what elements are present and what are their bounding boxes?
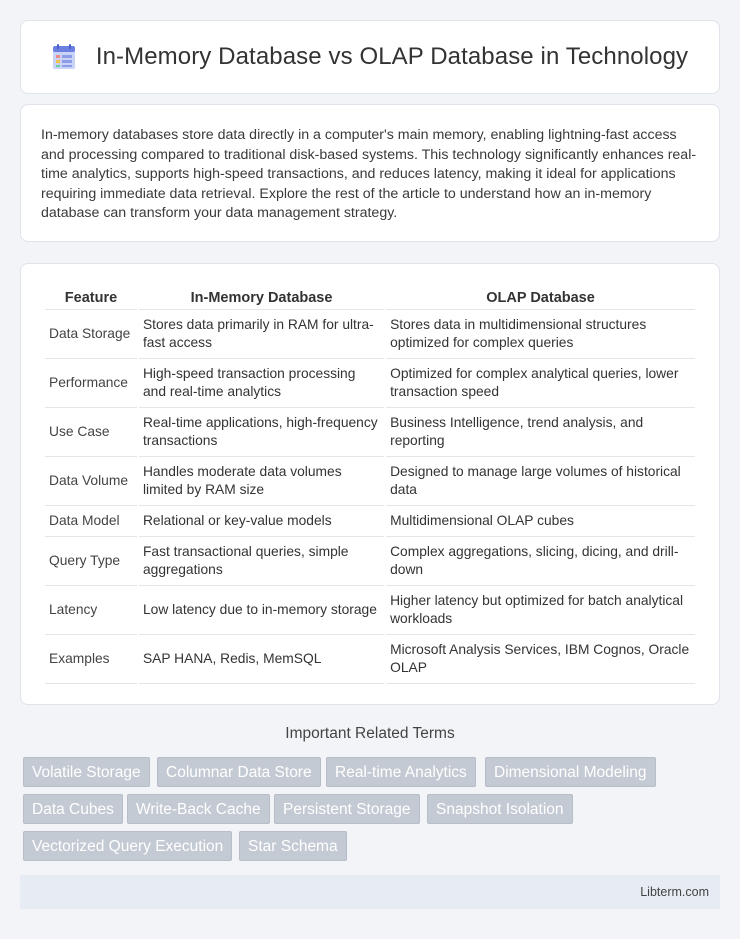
intro-card <box>20 104 720 242</box>
footer-site-link[interactable]: Libterm.com <box>640 885 709 899</box>
table-row <box>45 408 695 457</box>
intro-text: In-memory databases store data directly in a computer's main memory, enabling lightning-fast access and processing compared to traditional disk-based systems. This technology significantly enhances real-time analytics, supports high-speed transactions, and reduces latency, making it ideal for applications requiring immediate data retrieval. Explore the rest of the article to understand how an in-memory database can transform your data management strategy. <box>41 127 697 222</box>
table-header-row <box>45 286 695 310</box>
inmemory-cell: High-speed transaction processing and real-time analytics <box>139 359 384 408</box>
related-term-tag[interactable]: Data Cubes <box>23 794 123 824</box>
document-list-icon <box>52 44 76 70</box>
table-row <box>45 635 695 684</box>
inmemory-cell: Relational or key-value models <box>139 506 384 537</box>
related-term-tag[interactable]: Snapshot Isolation <box>427 794 573 824</box>
related-term-tag[interactable]: Columnar Data Store <box>157 757 321 787</box>
related-term-tag[interactable]: Real-time Analytics <box>326 757 476 787</box>
related-term-tag[interactable]: Vectorized Query Execution <box>23 831 232 861</box>
related-term-tag[interactable]: Dimensional Modeling <box>485 757 656 787</box>
inmemory-cell: SAP HANA, Redis, MemSQL <box>139 635 384 684</box>
olap-cell: Designed to manage large volumes of historical data <box>386 457 695 506</box>
inmemory-cell: Low latency due to in-memory storage <box>139 586 384 635</box>
olap-cell: Business Intelligence, trend analysis, and reporting <box>386 408 695 457</box>
feature-cell: Data Storage <box>45 310 137 359</box>
comparison-table-card <box>20 263 720 705</box>
feature-cell: Performance <box>45 359 137 408</box>
olap-cell: Stores data in multidimensional structures optimized for complex queries <box>386 310 695 359</box>
footer <box>20 875 720 909</box>
inmemory-cell: Fast transactional queries, simple aggregations <box>139 537 384 586</box>
column-header-feature: Feature <box>45 286 137 310</box>
column-header-inmemory: In-Memory Database <box>139 286 384 310</box>
related-terms-title: Important Related Terms <box>285 725 455 742</box>
table-row <box>45 586 695 635</box>
feature-cell: Data Volume <box>45 457 137 506</box>
table-row <box>45 310 695 359</box>
feature-cell: Use Case <box>45 408 137 457</box>
inmemory-cell: Stores data primarily in RAM for ultra-fast access <box>139 310 384 359</box>
olap-cell: Multidimensional OLAP cubes <box>386 506 695 537</box>
table-row <box>45 506 695 537</box>
header-card <box>20 20 720 94</box>
feature-cell: Examples <box>45 635 137 684</box>
comparison-table <box>43 286 697 684</box>
page-title: In-Memory Database vs OLAP Database in Technology <box>95 43 689 70</box>
related-term-tag[interactable]: Volatile Storage <box>23 757 150 787</box>
feature-cell: Data Model <box>45 506 137 537</box>
column-header-olap: OLAP Database <box>386 286 695 310</box>
related-term-tag[interactable]: Write-Back Cache <box>127 794 270 824</box>
olap-cell: Optimized for complex analytical queries, lower transaction speed <box>386 359 695 408</box>
olap-cell: Higher latency but optimized for batch analytical workloads <box>386 586 695 635</box>
olap-cell: Microsoft Analysis Services, IBM Cognos, Oracle OLAP <box>386 635 695 684</box>
inmemory-cell: Handles moderate data volumes limited by RAM size <box>139 457 384 506</box>
table-row <box>45 359 695 408</box>
table-row <box>45 537 695 586</box>
table-row <box>45 457 695 506</box>
olap-cell: Complex aggregations, slicing, dicing, and drill-down <box>386 537 695 586</box>
related-term-tag[interactable]: Persistent Storage <box>274 794 420 824</box>
inmemory-cell: Real-time applications, high-frequency transactions <box>139 408 384 457</box>
related-term-tag[interactable]: Star Schema <box>239 831 347 861</box>
feature-cell: Query Type <box>45 537 137 586</box>
feature-cell: Latency <box>45 586 137 635</box>
